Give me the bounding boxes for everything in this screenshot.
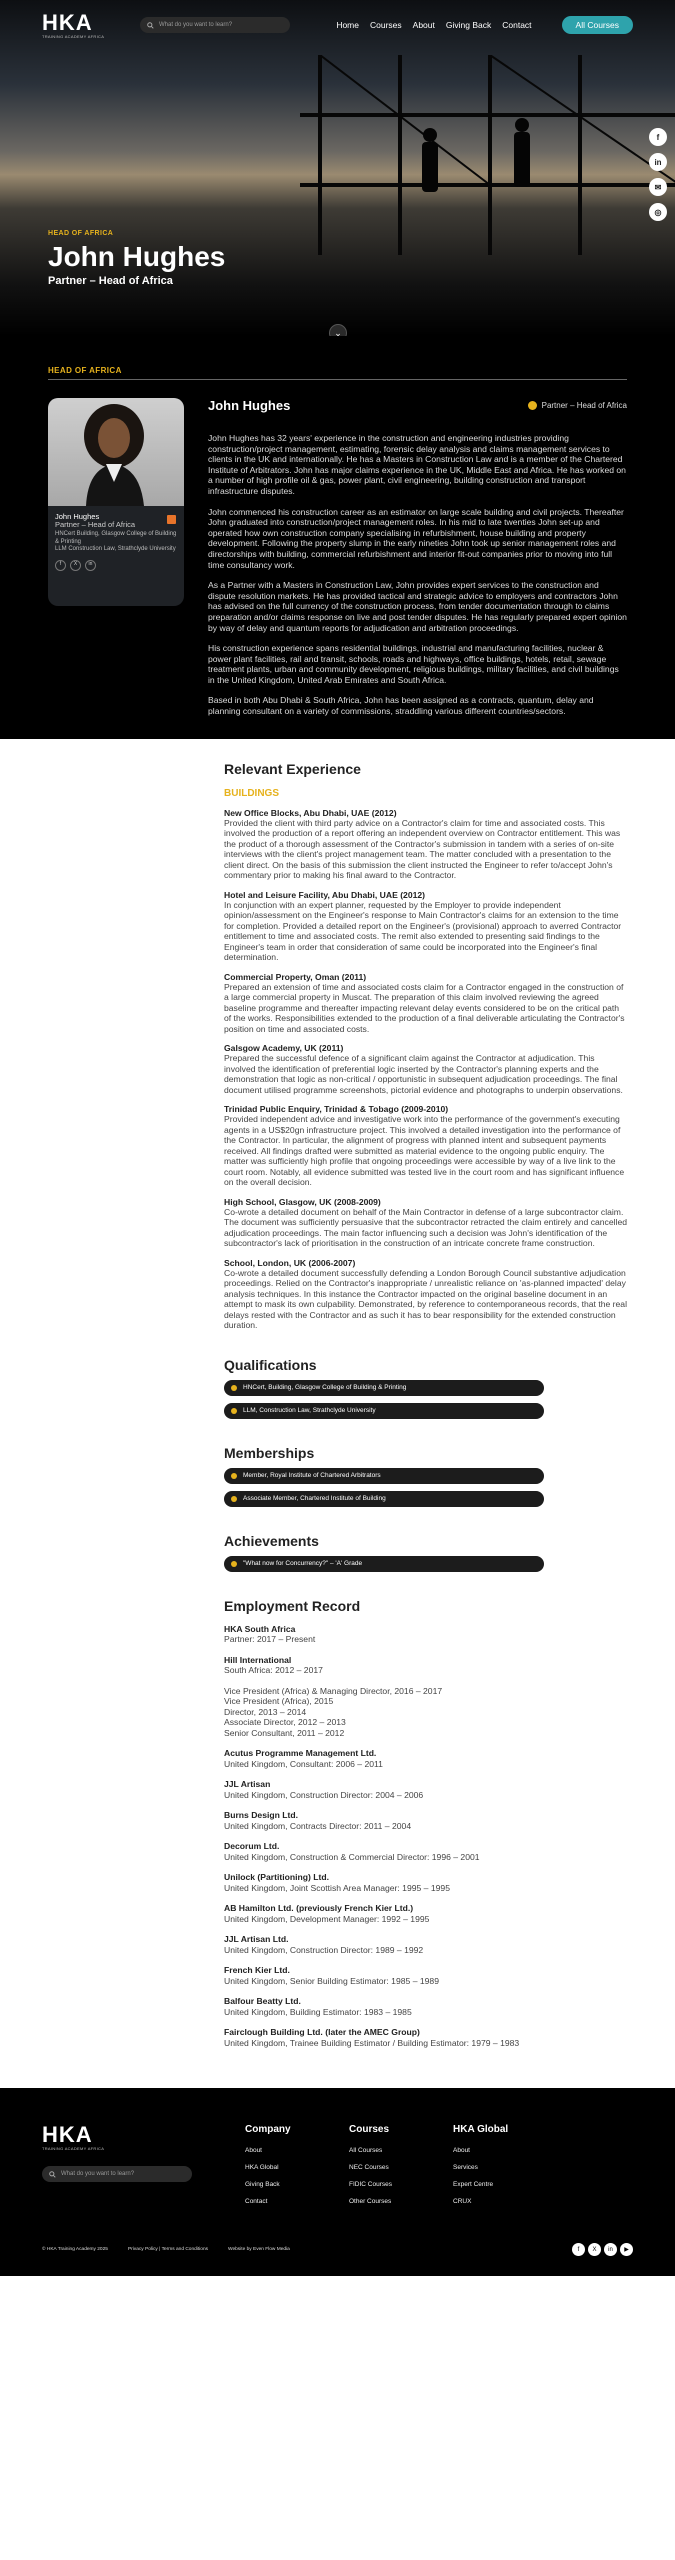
employment-record xyxy=(224,1598,627,2049)
search-input[interactable] xyxy=(140,17,290,33)
footer-search-input[interactable]: What do you want to learn? xyxy=(42,2166,192,2182)
bullet-icon xyxy=(231,1385,237,1391)
bio-paragraph: As a Partner with a Masters in Construction Law, John provides expert services to the construction and dispute resolution markets. He has provided tactical and strategic advice to employers and contractors John has advised on the full currency of the construction process, from tender documentation through to claims preparation and/or claims response on live and post tender disputes. He has regularly prepared expert opinion by way of delay and quantum reports for adjudication and arbitration proceedings. xyxy=(208,580,627,633)
employment-entry: Decorum Ltd. United Kingdom, Construction & Commercial Director: 1996 – 2001 xyxy=(224,1841,480,1862)
youtube-icon[interactable]: ▶ xyxy=(620,2243,633,2256)
membership-pill: Member, Royal Institute of Chartered Arbitrators xyxy=(224,1468,544,1484)
instagram-icon[interactable]: ◎ xyxy=(649,203,667,221)
x-icon[interactable]: X xyxy=(70,560,81,571)
qualification-pill: LLM, Construction Law, Strathclyde University xyxy=(224,1403,544,1419)
facebook-icon[interactable]: f xyxy=(55,560,66,571)
all-courses-button[interactable]: All Courses xyxy=(562,16,633,34)
footer-link[interactable]: Other Courses xyxy=(349,2198,392,2206)
project-item: Commercial Property, Oman (2011) Prepared an extension of time and associated costs claim for a Contractor engaged in the construction of a large commercial property in Muscat. The preparation of this claim involved reviewing the agreed baseline programme and thereafter impacting relevant delay events considered to be on the critical path of the works. Responsibilities extended to the production of a final deliverable articulating the Contractor's position on time and associated costs. xyxy=(224,971,625,1034)
bullet-icon xyxy=(231,1496,237,1502)
card-social-links xyxy=(55,560,177,571)
footer-column-courses: Courses All Courses NEC Courses FIDIC Courses Other Courses xyxy=(349,2124,453,2215)
logo[interactable] xyxy=(42,9,112,39)
facebook-icon[interactable]: f xyxy=(572,2243,585,2256)
bio-section xyxy=(0,336,675,739)
footer-link[interactable]: CRUX xyxy=(453,2198,472,2206)
qualification-pill: HNCert, Building, Glasgow College of Building & Printing xyxy=(224,1380,544,1396)
footer-link[interactable]: All Courses xyxy=(349,2147,383,2155)
bullet-icon xyxy=(231,1408,237,1414)
employment-entry: JJL Artisan Ltd. United Kingdom, Construction Director: 1989 – 1992 xyxy=(224,1934,424,1955)
logo-mark: HKA xyxy=(42,9,93,35)
employment-entry: Burns Design Ltd. United Kingdom, Contracts Director: 2011 – 2004 xyxy=(224,1810,412,1831)
qualifications xyxy=(224,1357,627,1419)
profile-card-info xyxy=(48,506,184,578)
floating-social-bar xyxy=(649,128,667,221)
project-item: New Office Blocks, Abu Dhabi, UAE (2012) Provided the client with third party advice on a Contractor's claim for time and associated costs. This involved the production of a report offering an independent overview on Contractor entitlement. This was the product of a thorough assessment of the Contractor's submission in tandem with a series of on-site interviews with the client's project management team. The matter concluded with a presentation to the client direct. On the basis of this submission the client instructed the Engineer to refer to/accept John's commentary prior to making his final award to the Contractor. xyxy=(224,807,621,881)
main-content xyxy=(0,739,675,2089)
badge-dot-icon xyxy=(528,401,537,410)
employment-entry: HKA South Africa Partner: 2017 – Present xyxy=(224,1623,316,1645)
hero-eyebrow: HEAD OF AFRICA xyxy=(48,230,114,237)
section-heading: Relevant Experience xyxy=(224,760,361,777)
x-icon[interactable]: X xyxy=(588,2243,601,2256)
nav-about[interactable]: About xyxy=(412,20,435,30)
search-icon xyxy=(147,22,154,29)
facebook-icon[interactable]: f xyxy=(649,128,667,146)
logo-subtitle: TRAINING ACADEMY AFRICA xyxy=(42,33,105,39)
footer-link[interactable]: Giving Back xyxy=(245,2181,280,2189)
relevant-experience xyxy=(224,761,627,1331)
site-header xyxy=(0,0,675,50)
linkedin-icon[interactable]: in xyxy=(604,2243,617,2256)
footer-link[interactable]: Contact xyxy=(245,2198,268,2206)
achievements xyxy=(224,1533,627,1572)
profile-card xyxy=(48,398,184,606)
experience-category: BUILDINGS xyxy=(224,787,279,799)
nav-home[interactable]: Home xyxy=(336,20,359,30)
search-placeholder: What do you want to learn? xyxy=(159,22,233,28)
footer-link[interactable]: Expert Centre xyxy=(453,2181,494,2189)
site-credit[interactable]: Website by Even Flow Media xyxy=(228,2247,290,2253)
card-qualification: HNCert Building, Glasgow College of Building & Printing xyxy=(55,531,177,545)
project-item: School, London, UK (2006-2007) Co-wrote a detailed document successfully defending a London Borough Council substantive adjudication proceedings. Relied on the Contractor's inappropriate / unrealistic reliance on 'as-planned impacted' delay analysis techniques. In this instance the Contractor impacted on the original baseline document in an attempt to mask its own culpability. Demonstrated, by reference to contemporaneous records, that the real delays rested with the Contractor and as such it has to bear responsibility for the extended construction duration. xyxy=(224,1257,627,1331)
project-item: Galsgow Academy, UK (2011) Prepared the successful defence of a significant claim against the Contractor at adjudication. This involved the identification of preferential logic inserted by the Contractor's planning experts and the demonstration that logic as non-critical / opportunistic in subsequent adjudication proceedings. The final document utilised programme screenshots, pictorial evidence and photographs to underpin observations. xyxy=(224,1043,623,1095)
bullet-icon xyxy=(231,1561,237,1567)
project-item: Hotel and Leisure Facility, Abu Dhabi, UAE (2012) In conjunction with an expert planner, requested by the Employer to provide independent opinion/assessment on the Engineer's response to Main Contractor's claims for an extension to the time for completion. Provided a detailed report on the Engineer's (provisional) approach to averred Contractor entitlement to time and associated costs. The remit also extended to presenting said findings to the Engineer's team in order that consideration of same could be incorporated into the Engineer's final determination. xyxy=(224,889,622,963)
footer-link[interactable]: NEC Courses xyxy=(349,2164,389,2172)
footer-link[interactable]: HKA Global xyxy=(245,2164,279,2172)
footer-logo[interactable]: HKA TRAINING ACADEMY AFRICA xyxy=(42,2122,105,2152)
hero-banner xyxy=(0,0,675,336)
main-nav xyxy=(325,16,633,34)
bio-position: Partner – Head of Africa xyxy=(528,401,627,410)
footer-column-hka-global: HKA Global About Services Expert Centre CRUX xyxy=(453,2124,557,2215)
linkedin-icon[interactable]: in xyxy=(85,560,96,571)
bio-paragraph: John Hughes has 32 years' experience in the construction and engineering industries providing construction/project management, estimating, forensic delay analysis and claims management services to clients in the UK and internationally. He has a Masters in Construction Law and is a member of the Chartered Institute of Arbitrators. John has major claims experience in the UK, Middle East and Africa. He has worked on a number of high profile oil & gas, power plant, civil engineering, building construction and transport infrastructure disputes. xyxy=(208,433,626,496)
employment-entry: JJL Artisan United Kingdom, Construction Director: 2004 – 2006 xyxy=(224,1779,424,1800)
section-heading: Qualifications xyxy=(224,1356,317,1373)
employment-entry: Hill International South Africa: 2012 – 2017 Vice President (Africa) & Managing Director, 2016 – 2017 Vice President (Africa), 2015 Director, 2013 – 2014 Associate Director, 2012 – 2013 Senior Consultant, 2011 – 2012 xyxy=(224,1654,443,1738)
employment-entry: French Kier Ltd. United Kingdom, Senior Building Estimator: 1985 – 1989 xyxy=(224,1965,439,1986)
section-heading: Achievements xyxy=(224,1532,319,1549)
section-heading: Employment Record xyxy=(224,1597,361,1614)
footer-column-company: Company About HKA Global Giving Back Contact xyxy=(245,2124,349,2215)
profile-photo xyxy=(48,398,184,506)
employment-entry: AB Hamilton Ltd. (previously French Kier Ltd.) United Kingdom, Development Manager: 1992 – 1995 xyxy=(224,1903,430,1924)
bio-paragraph: His construction experience spans residential buildings, industrial and manufacturing facilities, nuclear & power plant facilities, rail and transit, schools, roads and highways, office buildings, hotels, retail, sewage treatment plants, urban and community development, religious buildings, military facilities, and civil buildings in the United Kingdom, United Arab Emirates and South Africa. xyxy=(208,643,619,685)
membership-pill: Associate Member, Chartered Institute of Building xyxy=(224,1491,544,1507)
bio-paragraph: John commenced his construction career as an estimator on large scale building and civil projects. Thereafter John graduated into construction/project management roles. In his mid to late twenties John set-up and operated how own construction company specialising in refurbishment, house building and property development. Following the property slump in the early nineties John took up senior management roles and directorships with building, commercial refurbishment and interior fit-out companies prior to moving into full time consultancy work. xyxy=(208,506,624,570)
section-heading: Memberships xyxy=(224,1444,315,1461)
achievement-pill: "What now for Concurrency?" – 'A' Grade xyxy=(224,1556,544,1572)
scroll-down-button[interactable] xyxy=(329,324,347,336)
legal-links[interactable]: Privacy Policy | Terms and Conditions xyxy=(127,2247,209,2253)
project-item: Trinidad Public Enquiry, Trinidad & Tobago (2009-2010) Provided independent advice and investigative work into the performance of the government's executing agents in a US$20gn infrastructure project. This involved a detailed investigation into the performance of the Contractor. In particular, the alignment of progress with planned intent and subsequent payments received. All findings drafted were submitted as material evidence to the ongoing public enquiry. The matter was sufficiently high profile that ongoing proceedings were accessible by way of a live link to the court room. Notably, all evidence submitted was tested live in the court room and has significant influence on the overall decision. xyxy=(224,1104,625,1188)
nav-giving-back[interactable]: Giving Back xyxy=(445,20,492,30)
footer-social-links xyxy=(572,2243,633,2256)
bio-section-header xyxy=(48,366,627,380)
memberships xyxy=(224,1445,627,1507)
email-icon[interactable] xyxy=(167,515,176,524)
bio-name: John Hughes xyxy=(208,398,291,413)
nav-courses[interactable]: Courses xyxy=(370,20,402,30)
site-footer xyxy=(0,2088,675,2276)
hero-text xyxy=(48,230,225,287)
nav-contact[interactable]: Contact xyxy=(502,20,532,30)
card-title: Partner – Head of Africa xyxy=(55,519,136,529)
mail-icon[interactable]: ✉ xyxy=(649,178,667,196)
employment-entry: Fairclough Building Ltd. (later the AMEC Group) United Kingdom, Trainee Building Estimator / Building Estimator: 1979 – 1983 xyxy=(224,2027,520,2048)
bio-section-label: HEAD OF AFRICA xyxy=(48,366,122,375)
footer-link[interactable]: About xyxy=(245,2147,262,2155)
copyright: © HKA Training Academy 2025 xyxy=(42,2247,108,2253)
employment-entry: Unilock (Partitioning) Ltd. United Kingdom, Joint Scottish Area Manager: 1995 – 1995 xyxy=(224,1872,450,1893)
card-qualification: LLM Construction Law, Strathclyde University xyxy=(55,546,176,552)
footer-link[interactable]: FIDIC Courses xyxy=(349,2181,392,2189)
bio-paragraph: Based in both Abu Dhabi & South Africa, John has been assigned as a contracts, quantum, delay and planning consultant on a variety of commissions, straddling various different countries/sectors. xyxy=(208,695,594,717)
footer-link[interactable]: About xyxy=(453,2147,470,2155)
project-item: High School, Glasgow, UK (2008-2009) Co-wrote a detailed document on behalf of the Main Contractor in defense of a large subcontractor claim. The document was sufficiently persuasive that the subcontractor retracted the claim entirely and cancelled adjudication proceedings. The main factor influencing such a decision was John's identification of the subcontractor's lack of prioritisation in the construction of an intricate concrete frame construction. xyxy=(224,1196,628,1249)
bio-text xyxy=(208,398,627,717)
page-title: John Hughes xyxy=(48,241,226,272)
search-icon xyxy=(49,2171,56,2178)
employment-entry: Balfour Beatty Ltd. United Kingdom, Building Estimator: 1983 – 1985 xyxy=(224,1996,412,2017)
linkedin-icon[interactable]: in xyxy=(649,153,667,171)
bullet-icon xyxy=(231,1473,237,1479)
chevron-down-icon: ⌄ xyxy=(334,327,342,336)
hero-construction-image xyxy=(300,55,675,255)
footer-link[interactable]: Services xyxy=(453,2164,478,2172)
footer-bottom-bar xyxy=(42,2243,633,2256)
card-name: John Hughes xyxy=(55,512,100,521)
hero-role: Partner – Head of Africa xyxy=(48,275,173,287)
employment-entry: Acutus Programme Management Ltd. United Kingdom, Consultant: 2006 – 2011 xyxy=(224,1748,383,1769)
